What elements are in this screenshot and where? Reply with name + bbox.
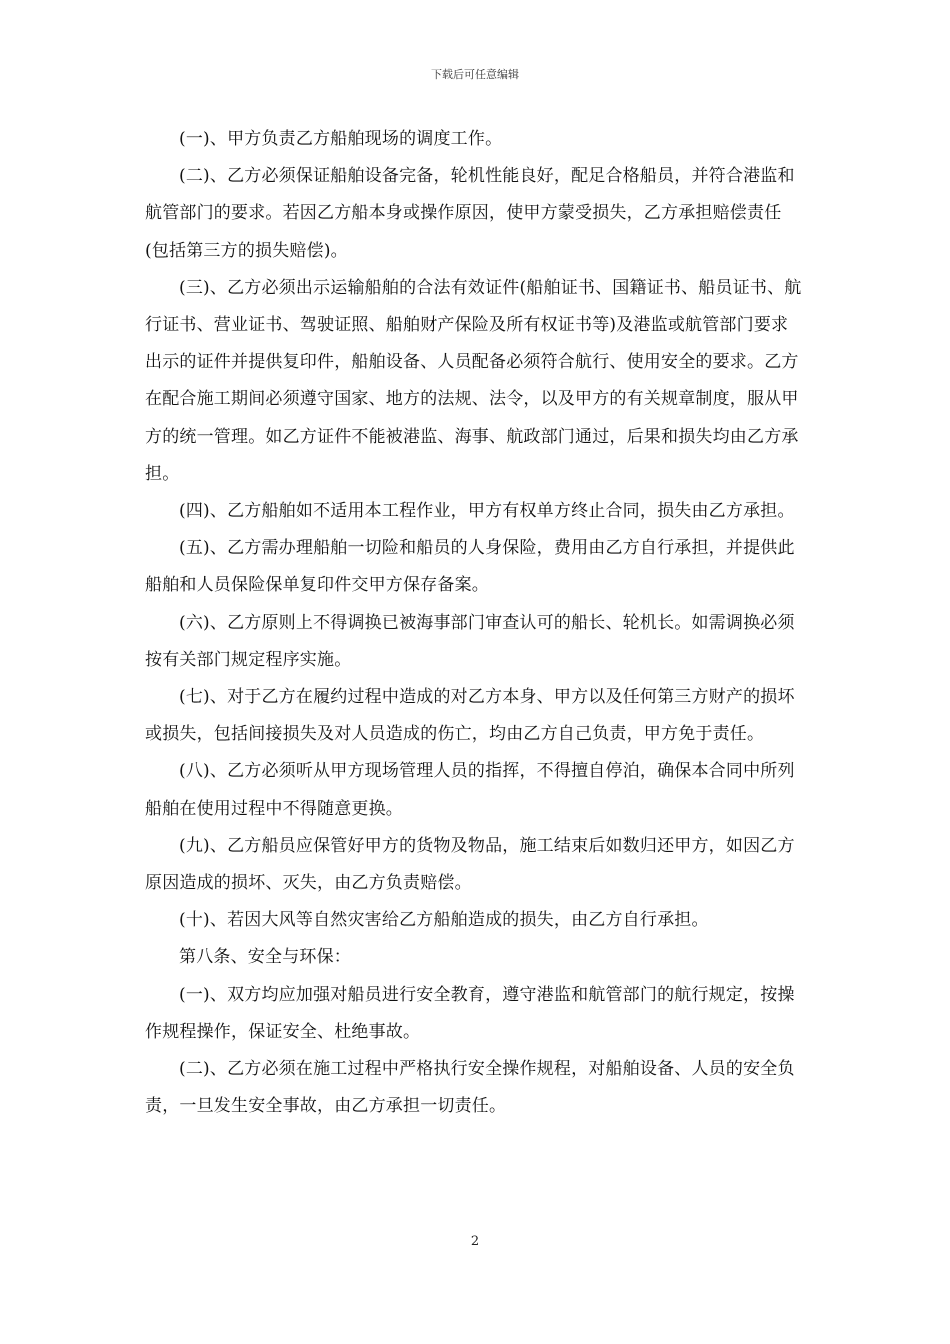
paragraph: (二)、乙方必须保证船舶设备完备，轮机性能良好，配足合格船员，并符合港监和航管部门的要求。若因乙方船本身或操作原因，使甲方蒙受损失，乙方承担赔偿责任(包括第三方的损失赔偿)。 <box>145 166 795 261</box>
paragraph: (一)、双方均应加强对船员进行安全教育，遵守港监和航管部门的航行规定，按操作规程操作，保证安全、杜绝事故。 <box>145 984 795 1042</box>
document-body <box>145 121 805 1125</box>
paragraph: (二)、乙方必须在施工过程中严格执行安全操作规程，对船舶设备、人员的安全负责，一旦发生安全事故，由乙方承担一切责任。 <box>145 1059 795 1117</box>
paragraph: (八)、乙方必须听从甲方现场管理人员的指挥，不得擅自停泊，确保本合同中所列船舶在使用过程中不得随意更换。 <box>145 761 795 819</box>
paragraph: (三)、乙方必须出示运输船舶的合法有效证件(船舶证书、国籍证书、船员证书、航行证书、营业证书、驾驶证照、船舶财产保险及所有权证书等)及港监或航管部门要求出示的证件并提供复印件，船舶设备、人员配备必须符合航行、使用安全的要求。乙方在配合施工期间必须遵守国家、地方的法规、法令，以及甲方的有关规章制度，服从甲方的统一管理。如乙方证件不能被港监、海事、航政部门通过，后果和损失均由乙方承担。 <box>145 277 802 484</box>
paragraph: (十)、若因大风等自然灾害给乙方船舶造成的损失，由乙方自行承担。 <box>179 910 709 931</box>
paragraph: (七)、对于乙方在履约过程中造成的对乙方本身、甲方以及任何第三方财产的损坏或损失，包括间接损失及对人员造成的伤亡，均由乙方自己负责，甲方免于责任。 <box>145 687 795 745</box>
page-header: 下载后可任意编辑 <box>431 68 519 81</box>
section-heading: 第八条、安全与环保： <box>179 947 351 968</box>
paragraph: (四)、乙方船舶如不适用本工程作业，甲方有权单方终止合同，损失由乙方承担。 <box>179 501 795 522</box>
page-number: 2 <box>470 1234 480 1249</box>
paragraph: (九)、乙方船员应保管好甲方的货物及物品，施工结束后如数归还甲方，如因乙方原因造成的损坏、灭失，由乙方负责赔偿。 <box>145 835 795 894</box>
paragraph: (六)、乙方原则上不得调换已被海事部门审查认可的船长、轮机长。如需调换必须按有关部门规定程序实施。 <box>145 612 795 670</box>
paragraph: (五)、乙方需办理船舶一切险和船员的人身保险，费用由乙方自行承担，并提供此船舶和人员保险保单复印件交甲方保存备案。 <box>145 538 795 596</box>
paragraph: (一)、甲方负责乙方船舶现场的调度工作。 <box>179 129 503 149</box>
